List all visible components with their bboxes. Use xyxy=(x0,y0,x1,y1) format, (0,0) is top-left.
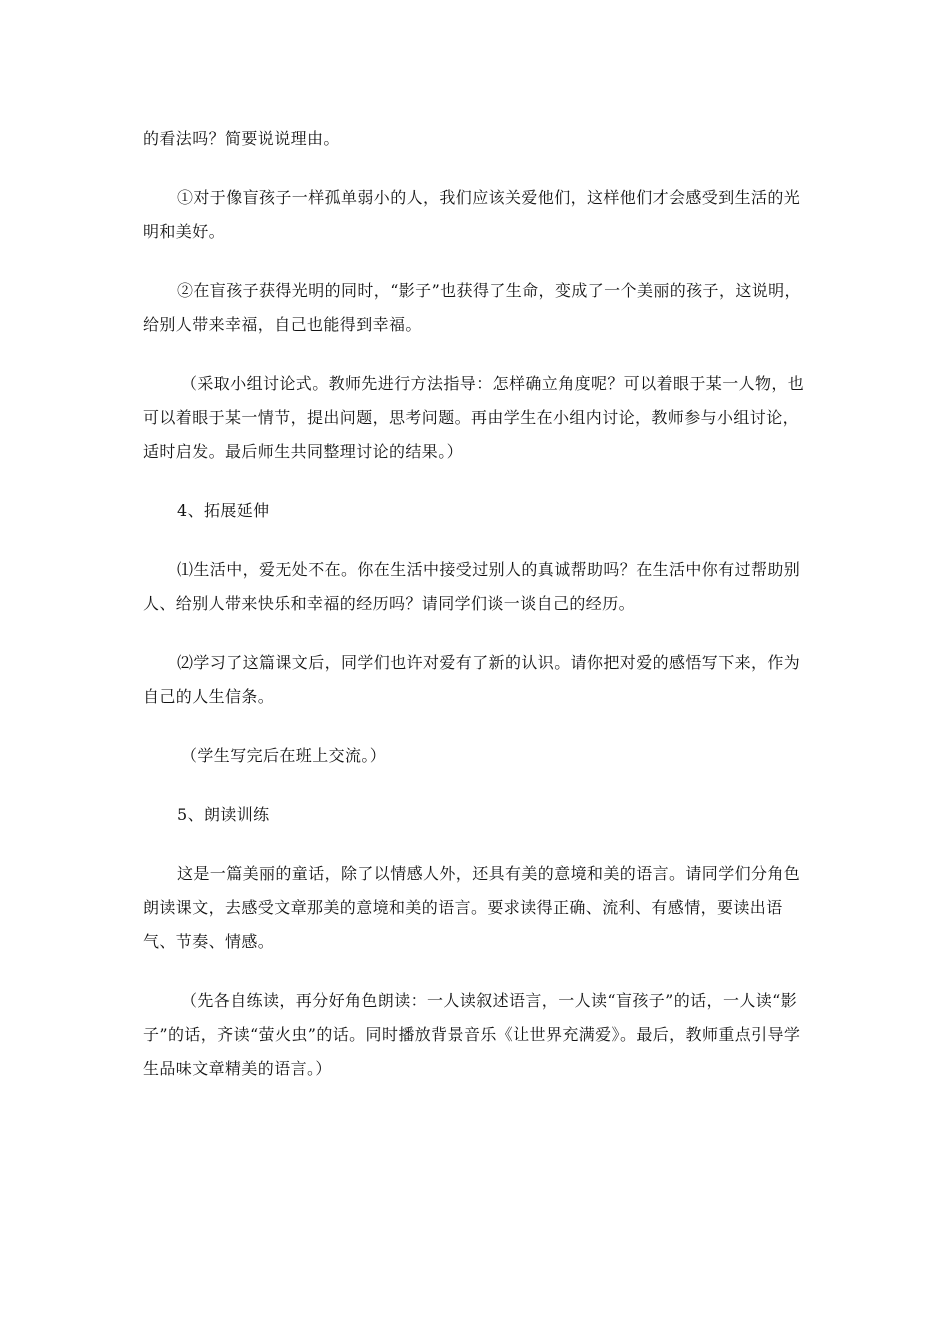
section-heading-extension: 4、拓展延伸 xyxy=(177,501,270,520)
paragraph-extension-1: ⑴生活中，爱无处不在。你在生活中接受过别人的真诚帮助吗？在生活中你有过帮助别人、给别人带来快乐和幸福的经历吗？请同学们谈一谈自己的经历。 xyxy=(143,560,801,613)
document-body xyxy=(143,122,807,1111)
paragraph-discussion-note: （采取小组讨论式。教师先进行方法指导：怎样确立角度呢？可以着眼于某一人物，也可以着眼于某一情节，提出问题，思考问题。再由学生在小组内讨论，教师参与小组讨论，适时启发。最后师生共同整理讨论的结果。） xyxy=(143,374,805,461)
paragraph-writing-note: （学生写完后在班上交流。） xyxy=(181,746,387,765)
paragraph-reading-note: （先各自练读，再分好角色朗读：一人读叙述语言，一人读“盲孩子”的话，一人读“影子”的话，齐读“萤火虫”的话。同时播放背景音乐《让世界充满爱》。最后，教师重点引导学生品味文章精美的语言。） xyxy=(143,991,801,1078)
section-heading-reading: 5、朗读训练 xyxy=(177,805,270,824)
paragraph-answer-2: ②在盲孩子获得光明的同时，“影子”也获得了生命，变成了一个美丽的孩子，这说明，给别人带来幸福，自己也能得到幸福。 xyxy=(143,281,801,334)
paragraph-answer-1: ①对于像盲孩子一样孤单弱小的人，我们应该关爱他们，这样他们才会感受到生活的光明和美好。 xyxy=(143,188,801,241)
paragraph-question-continuation: 的看法吗？简要说说理由。 xyxy=(143,129,340,148)
paragraph-extension-2: ⑵学习了这篇课文后，同学们也许对爱有了新的认识。请你把对爱的感悟写下来，作为自己的人生信条。 xyxy=(143,653,801,706)
paragraph-reading-instructions: 这是一篇美丽的童话，除了以情感人外，还具有美的意境和美的语言。请同学们分角色朗读课文，去感受文章那美的意境和美的语言。要求读得正确、流利、有感情，要读出语气、节奏、情感。 xyxy=(143,864,801,951)
